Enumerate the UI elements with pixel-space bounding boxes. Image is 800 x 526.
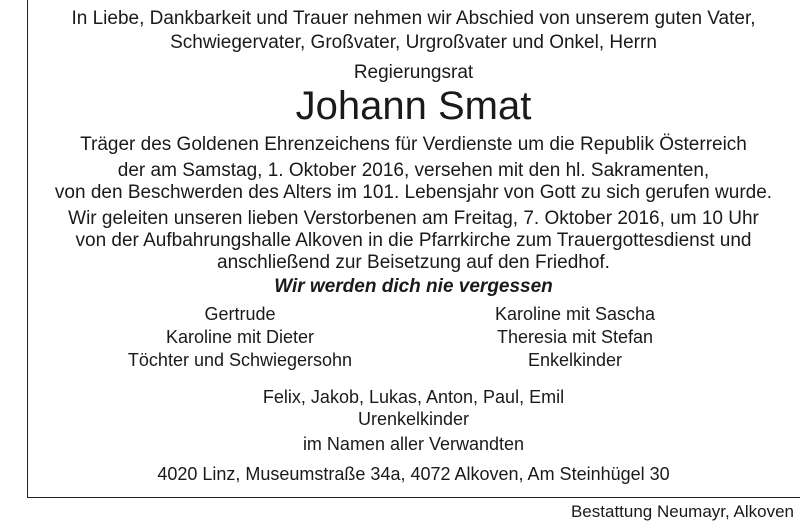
intro-line-1: In Liebe, Dankbarkeit und Trauer nehmen wir Abschied von unserem guten Vater,	[71, 8, 756, 29]
deceased-name: Johann Smat	[295, 84, 532, 128]
intro-line-2: Schwiegervater, Großvater, Urgroßvater und Onkel, Herrn	[170, 32, 657, 53]
honor-line: Träger des Goldenen Ehrenzeichens für Verdienste um die Republik Österreich	[80, 134, 747, 155]
mourner-right-1: Karoline mit Sascha	[494, 304, 656, 324]
mourner-left-1: Gertrude	[204, 304, 276, 324]
mourner-left-2: Karoline mit Dieter	[165, 327, 315, 347]
funeral-line-2: von der Aufbahrungshalle Alkoven in die Pfarrkirche zum Trauergottesdienst und	[75, 230, 752, 251]
deceased-title: Regierungsrat	[353, 62, 474, 83]
funeral-line-1: Wir geleiten unseren lieben Verstorbenen am Freitag, 7. Oktober 2016, um 10 Uhr	[68, 208, 759, 229]
mourner-right-2: Theresia mit Stefan	[496, 327, 654, 347]
motto: Wir werden dich nie vergessen	[274, 276, 553, 297]
relatives-line: im Namen aller Verwandten	[302, 434, 525, 454]
death-line-1: der am Samstag, 1. Oktober 2016, versehen mit den hl. Sakramenten,	[117, 160, 710, 181]
address-line: 4020 Linz, Museumstraße 34a, 4072 Alkoven, Am Steinhügel 30	[157, 464, 670, 484]
undertaker-credit: Bestattung Neumayr, Alkoven	[570, 502, 794, 521]
mourner-right-relation: Enkelkinder	[527, 350, 623, 370]
great-grandchildren-names: Felix, Jakob, Lukas, Anton, Paul, Emil	[262, 387, 565, 407]
death-line-2: von den Beschwerden des Alters im 101. Lebensjahr von Gott zu sich gerufen wurde.	[54, 182, 773, 203]
great-grandchildren-relation: Urenkelkinder	[357, 409, 470, 429]
mourner-left-relation: Töchter und Schwiegersohn	[127, 350, 353, 370]
funeral-line-3: anschließend zur Beisetzung auf den Friedhof.	[217, 252, 610, 273]
